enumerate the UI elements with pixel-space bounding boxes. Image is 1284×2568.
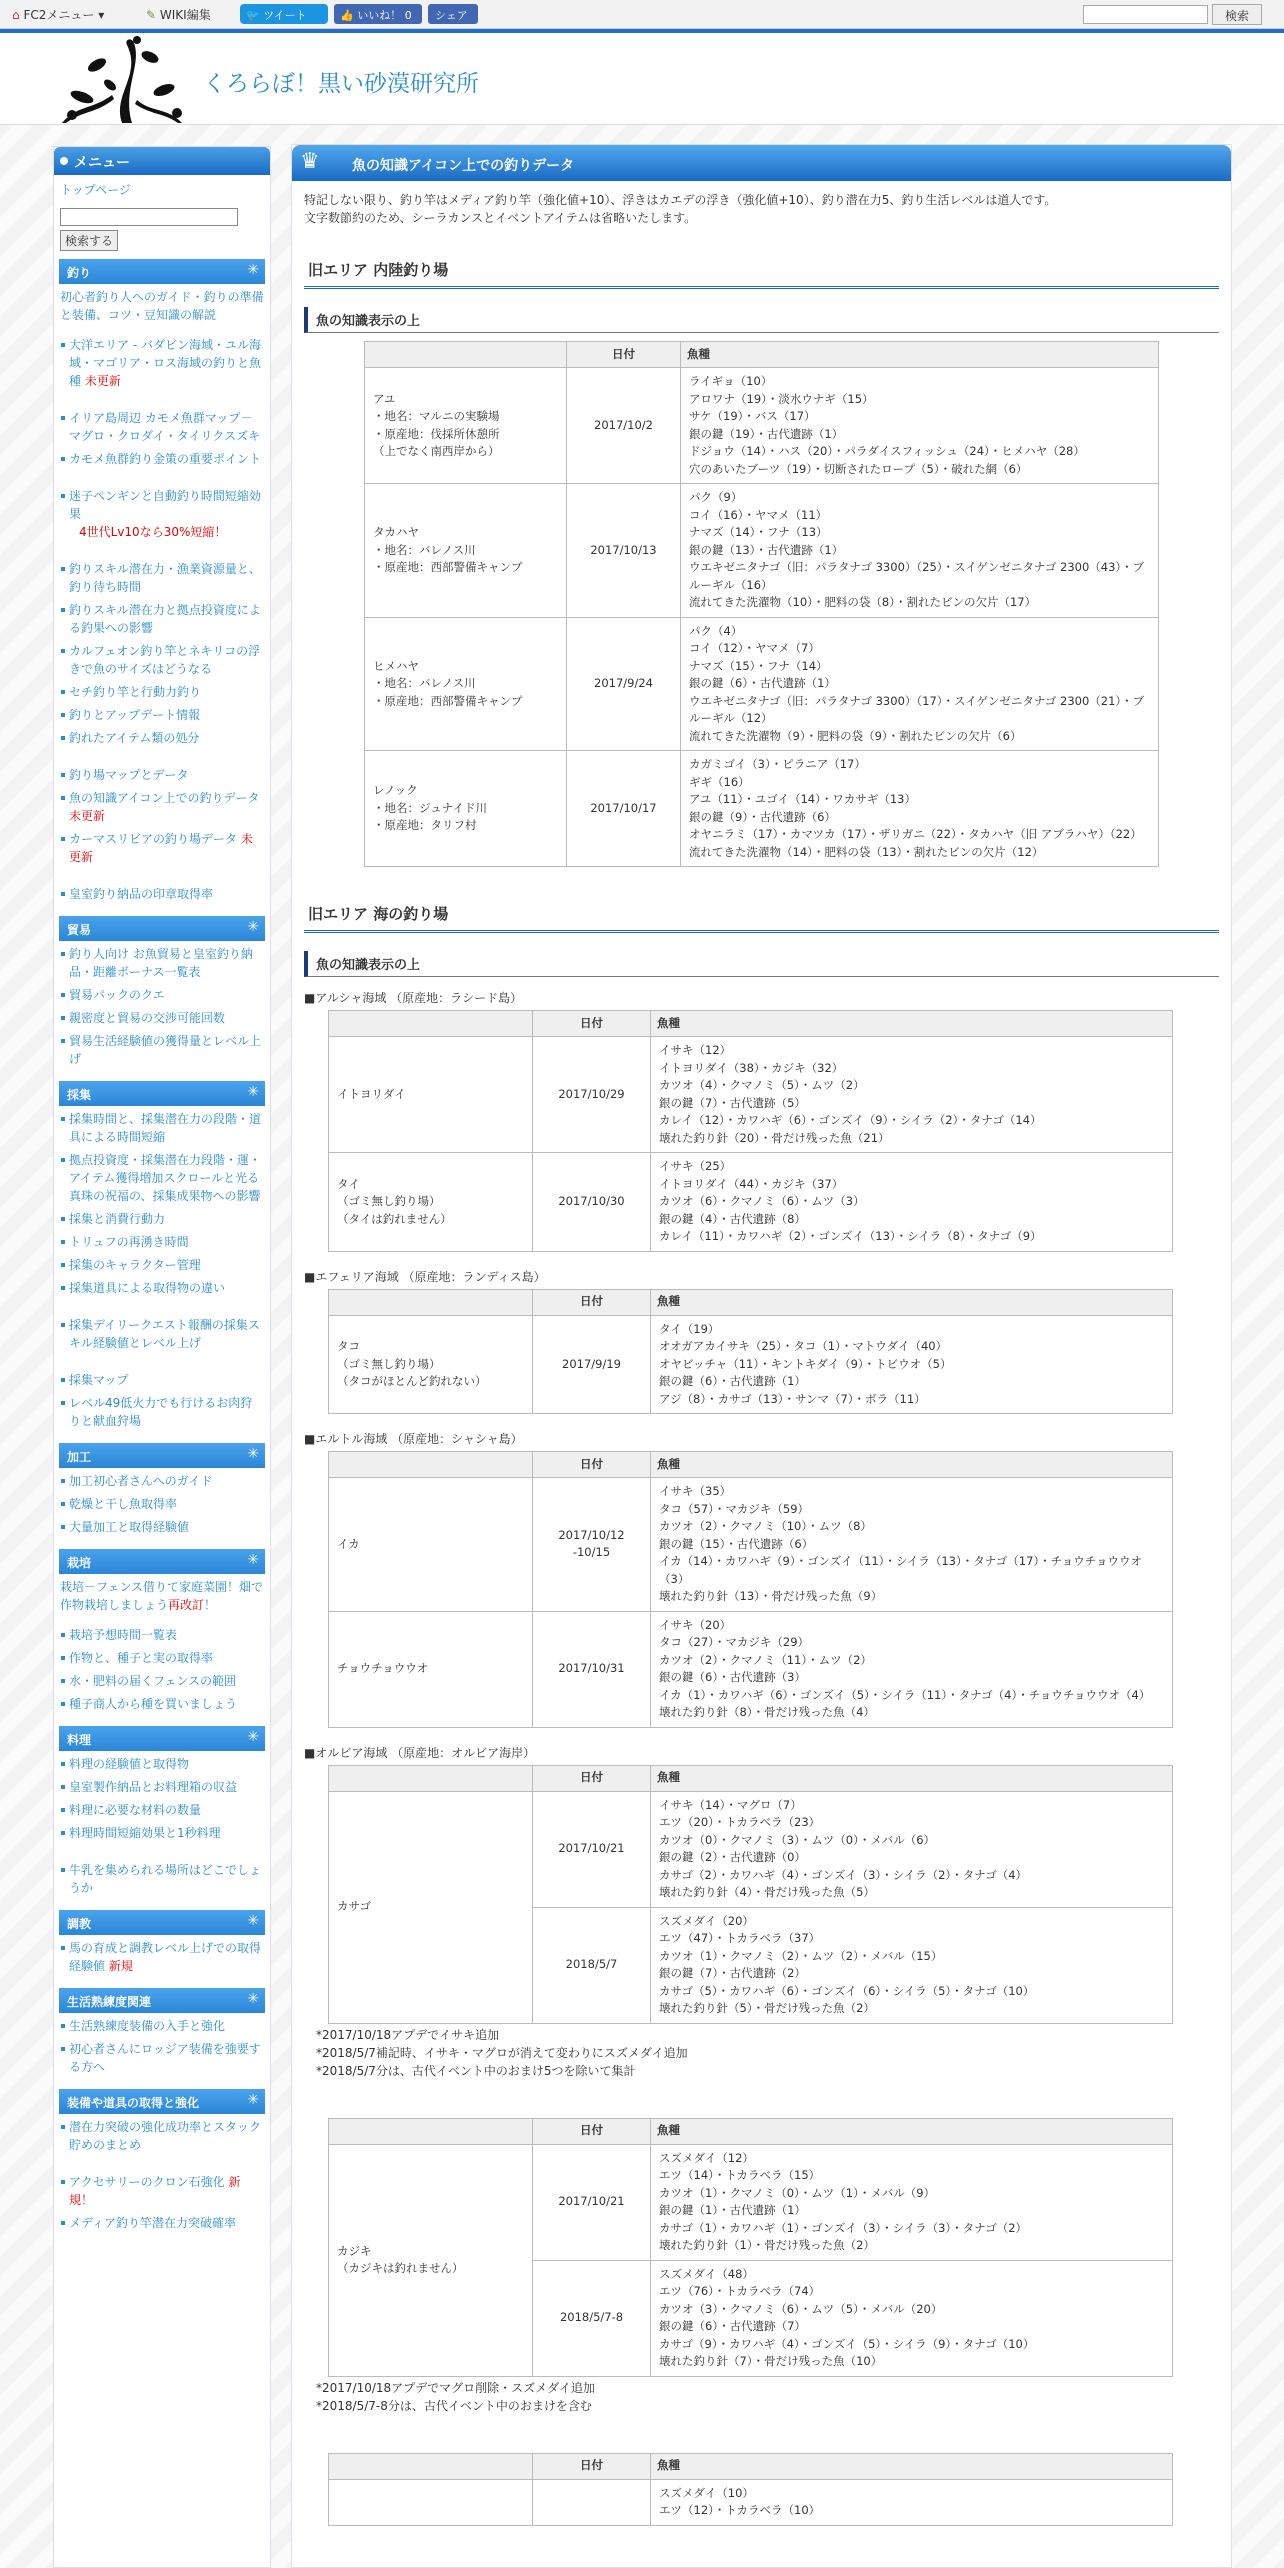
sidebar-link[interactable] xyxy=(69,1626,264,1644)
sidebar-link[interactable] xyxy=(69,1110,264,1146)
header-place xyxy=(329,2118,533,2144)
list-spacer xyxy=(69,752,264,766)
cell-date: 2017/9/19 xyxy=(533,1315,651,1414)
sidebar xyxy=(53,146,271,2568)
table-row xyxy=(365,484,1159,618)
sidebar-link-label[interactable]: アクセサリーのクロン石強化 xyxy=(69,2175,225,2189)
sidebar-link-list xyxy=(54,1468,270,1549)
table-row xyxy=(329,1315,1173,1414)
header-fish: 魚種 xyxy=(681,342,1159,368)
header-fish: 魚種 xyxy=(651,1289,1173,1315)
sidebar-link-label[interactable]: 生活熟練度装備の入手と強化 xyxy=(69,2019,226,2033)
sidebar-link-list xyxy=(54,1106,270,1443)
sidebar-link-label[interactable]: 潜在力突破の強化成功率とスタック貯めのまとめ xyxy=(69,2120,262,2152)
floral-logo-icon xyxy=(52,35,192,123)
subsection-title: 魚の知識表示の上 xyxy=(304,307,1219,333)
new-badge: 未更新 xyxy=(69,832,253,864)
cell-date: 2018/5/7 xyxy=(533,1907,651,2023)
header-place xyxy=(365,342,567,368)
cell-date: 2017/10/31 xyxy=(533,1611,651,1727)
cell-fish: スズメダイ（10） エツ（12）・トカラベラ（10） xyxy=(651,2479,1173,2525)
sidebar-link-label[interactable]: 釣れたアイテム類の処分 xyxy=(69,731,200,745)
sea-tables-wrap xyxy=(292,985,1231,2538)
sea-area-label: ■エフェリア海域 （原産地：ランディス島） xyxy=(304,1269,546,1284)
wiki-icon: ✎ xyxy=(146,8,157,22)
intro-line: 特記しない限り、釣り竿はメディア釣り竿（強化値+10）、浮きはカエデの浮き（強化値+10）、釣り潜在力5、釣り生活レベルは道人です。 xyxy=(304,193,1057,207)
cell-date: 2017/10/29 xyxy=(533,1037,651,1153)
sidebar-link[interactable] xyxy=(69,986,264,1004)
table-row xyxy=(365,751,1159,867)
sea-spacer xyxy=(292,2080,1231,2118)
cell-date: 2017/10/21 xyxy=(533,2144,651,2260)
sidebar-section-heading: 調教 ✳ xyxy=(59,1910,265,1935)
article-title: 魚の知識アイコン上での釣りデータ xyxy=(352,158,575,174)
sidebar-link[interactable] xyxy=(69,2173,264,2209)
header-date: 日付 xyxy=(533,2118,651,2144)
list-spacer xyxy=(69,1357,264,1371)
like-button[interactable]: 👍 いいね！ 0 xyxy=(334,4,422,24)
sidebar-link-label[interactable]: トリュフの再湧き時間 xyxy=(69,1235,189,1249)
sidebar-link[interactable] xyxy=(69,642,264,678)
sidebar-link-label[interactable]: セチ釣り竿と行動力釣り xyxy=(69,685,202,699)
sidebar-link-label[interactable]: 釣りスキル潜在力・漁業資源量と、釣り待ち時間 xyxy=(69,562,261,594)
sidebar-link[interactable] xyxy=(69,1939,264,1975)
table-header-row xyxy=(329,2453,1173,2479)
sidebar-section-heading: 貿易 ✳ xyxy=(59,916,265,941)
fc2-topbar xyxy=(0,0,1284,29)
sidebar-link[interactable] xyxy=(69,729,264,747)
cell-date: 2017/10/30 xyxy=(533,1153,651,1252)
cell-fish: パク（9） コイ（16）・ヤマメ（11） ナマズ（14）・フナ（13） 銀の鍵（13）・古代遺跡（1） ウエキゼニタナゴ（旧：パラタナゴ 3300）（25）・スイゲンゼニタナゴ 2300（43）・ブルーギル（16） 流れてきた洗濯物（10）・肥料の袋（8）・割れたビンの欠片（17） xyxy=(681,484,1159,618)
tweet-button[interactable]: 🐦 ツイート xyxy=(240,4,328,24)
header-fish: 魚種 xyxy=(651,1452,1173,1478)
sea-gap xyxy=(292,2526,1231,2538)
new-badge: 未更新 xyxy=(84,374,121,388)
sidebar-link[interactable] xyxy=(69,1371,264,1389)
cell-fish: イサキ（25） イトヨリダイ（44）・カジキ（37） カツオ（6）・クマノミ（6）・ムツ（3） 銀の鍵（4）・古代遺跡（8） カレイ（11）・カワハギ（2）・ゴンズイ（13）・シイラ（8）・タナゴ（9） xyxy=(651,1153,1173,1252)
table-row xyxy=(329,1611,1173,1727)
cell-place: イトヨリダイ xyxy=(329,1037,533,1153)
sidebar-link-label[interactable]: 採集道具による取得物の違い xyxy=(69,1281,226,1295)
inland-table-wrap xyxy=(292,341,1231,867)
sidebar-link-label[interactable]: 水・肥料の届くフェンスの範囲 xyxy=(69,1674,237,1688)
wiki-edit-link[interactable]: ✎ WIKI編集 xyxy=(146,8,211,22)
new-badge: 新規 xyxy=(108,1959,133,1973)
menu-heading: メニュー xyxy=(54,147,270,175)
sidebar-link-label[interactable]: 親密度と貿易の交渉可能回数 xyxy=(69,1011,226,1025)
fishing-table xyxy=(328,2453,1173,2526)
sidebar-link-list xyxy=(54,2013,270,2089)
list-spacer xyxy=(69,473,264,487)
sidebar-search xyxy=(54,175,270,259)
table-row xyxy=(329,2144,1173,2260)
sidebar-link-label[interactable]: 料理の経験値と取得物 xyxy=(69,1757,190,1771)
fishing-table xyxy=(328,1451,1173,1728)
new-badge: 未更新 xyxy=(69,809,106,823)
sidebar-link[interactable] xyxy=(69,1755,264,1773)
sidebar-link[interactable] xyxy=(69,830,264,866)
header-date: 日付 xyxy=(567,342,681,368)
cell-place: レノック ・地名：ジュナイド川 ・原産地：タリフ村 xyxy=(365,751,567,867)
table-header-row xyxy=(329,1289,1173,1315)
sidebar-link-label[interactable]: 料理に必要な材料の数量 xyxy=(69,1803,202,1817)
sidebar-link[interactable] xyxy=(69,336,264,390)
cell-fish: スズメダイ（12） エツ（14）・トカラベラ（15） カツオ（1）・クマノミ（0）・ムツ（1）・メバル（9） 銀の鍵（1）・古代遺跡（1） カサゴ（1）・カワハギ（1）・ゴンズイ（3）・シイラ（3）・タナゴ（2） 壊れた釣り針（1）・骨だけ残った魚（2） xyxy=(651,2144,1173,2260)
sea-area-label: ■アルシャ海域 （原産地：ラシード島） xyxy=(304,991,523,1005)
cell-fish: スズメダイ（48） エツ（76）・トカラベラ（74） カツオ（3）・クマノミ（6）・ムツ（5）・メバル（20） 銀の鍵（6）・古代遺跡（7） カサゴ（9）・カワハギ（4）・ゴンズイ（5）・シイラ（9）・タナゴ（10） 壊れた釣り針（7）・骨だけ残った魚（10） xyxy=(651,2260,1173,2376)
sidebar-link-list xyxy=(54,1935,270,1988)
sidebar-link-list xyxy=(54,941,270,1081)
cell-fish: ライギョ（10） アロワナ（19）・淡水ウナギ（15） サケ（19）・バス（17） 銀の鍵（19）・古代遺跡（1） ドジョウ（14）・ハス（20）・パラダイスフィッシュ（24）・ヒメハヤ（28） 穴のあいたブーツ（19）・切断されたロープ（5）・破れた網（6） xyxy=(681,368,1159,484)
sidebar-link-label[interactable]: 釣り人向け お魚貿易と皇室釣り納品・距離ボーナス一覧表 xyxy=(69,947,253,979)
fc2-menu[interactable]: ⌂ FC2メニュー ▾ xyxy=(12,8,105,22)
list-spacer xyxy=(69,871,264,885)
sidebar-link-list xyxy=(54,1751,270,1910)
cell-date: 2017/9/24 xyxy=(567,617,681,751)
intro-text[interactable]: 栽培－フェンス借りて家庭菜園！畑で作物栽培しましょう xyxy=(60,1580,264,1612)
sidebar-sections xyxy=(54,259,270,2245)
cell-fish: イサキ（35） タコ（57）・マカジキ（59） カツオ（2）・クマノミ（10）・ムツ（8） 銀の鍵（15）・古代遺跡（6） イカ（14）・カワハギ（9）・ゴンズイ（11）・シイラ（13）・タナゴ（17）・チョウチョウウオ（3） 壊れた釣り針（13）・骨だけ残った魚（9） xyxy=(651,1478,1173,1612)
table-header-row xyxy=(329,1011,1173,1037)
sidebar-link[interactable] xyxy=(69,1672,264,1690)
sidebar-link[interactable] xyxy=(69,2040,264,2076)
sidebar-link[interactable] xyxy=(69,766,264,784)
share-button[interactable]: シェア xyxy=(428,4,478,24)
sidebar-link[interactable] xyxy=(69,1233,264,1251)
sidebar-link[interactable] xyxy=(69,1151,264,1205)
sidebar-link[interactable] xyxy=(69,885,264,903)
cell-date: 2017/10/2 xyxy=(567,368,681,484)
sidebar-link-label[interactable]: イリア島周辺 カモメ魚群マップ－マグロ・クロダイ・タイリクスズキ xyxy=(69,411,261,443)
table-row xyxy=(365,617,1159,751)
sidebar-link-label[interactable]: 釣りスキル潜在力と拠点投資度による釣果への影響 xyxy=(69,603,261,635)
fc2-logo-icon: ⌂ xyxy=(12,8,20,22)
list-spacer xyxy=(69,1847,264,1861)
sidebar-link-label[interactable]: 乾燥と干し魚取得率 xyxy=(69,1497,178,1511)
sidebar-section-heading: 料理 ✳ xyxy=(59,1726,265,1751)
cell-fish: カガミゴイ（3）・ピラニア（17） ギギ（16） アユ（11）・ユゴイ（14）・ワカサギ（13） 銀の鍵（9）・古代遺跡（6） オヤニラミ（17）・カマツカ（17）・ザリガニ（22）・タカハヤ（旧 アブラハヤ）（22） 流れてきた洗濯物（14）・肥料の袋（13）・割れたビンの欠片（12） xyxy=(681,751,1159,867)
sidebar-link-label[interactable]: 釣り場マップとデータ xyxy=(69,768,189,782)
header-date: 日付 xyxy=(533,1289,651,1315)
cell-fish: イサキ（20） タコ（27）・マカジキ（29） カツオ（2）・クマノミ（11）・ムツ（2） 銀の鍵（6）・古代遺跡（3） イカ（1）・カワハギ（6）・ゴンズイ（5）・シイラ（11）・タナゴ（4）・チョウチョウウオ（4） 壊れた釣り針（8）・骨だけ残った魚（4） xyxy=(651,1611,1173,1727)
sidebar-link-label[interactable]: 魚の知識アイコン上での釣りデータ xyxy=(69,791,260,805)
sidebar-link-label[interactable]: 料理時間短縮効果と1秒料理 xyxy=(69,1826,221,1840)
table-row xyxy=(329,1037,1173,1153)
top-page-link[interactable]: トップページ xyxy=(60,183,131,197)
sidebar-link[interactable] xyxy=(69,1279,264,1297)
header-place xyxy=(329,2453,533,2479)
thumbs-up-icon: 👍 xyxy=(340,9,354,22)
table-notes: *2017/10/18アプデでマグロ削除・スズメダイ追加 *2018/5/7-8分は、古代イベント中のおまけを含む xyxy=(316,2380,595,2413)
sidebar-link-label[interactable]: カルフェオン釣り竿とネキリコの浮きで魚のサイズはどうなる xyxy=(69,644,261,676)
sidebar-link-label[interactable]: 栽培予想時間一覧表 xyxy=(69,1628,178,1642)
sidebar-link-label[interactable]: 初心者さんにロッジア装備を強要する方へ xyxy=(69,2042,261,2074)
sidebar-section-heading: 採集 ✳ xyxy=(59,1081,265,1106)
sidebar-link[interactable] xyxy=(69,1649,264,1667)
sidebar-link-label[interactable]: 採集と消費行動力 xyxy=(69,1212,166,1226)
sidebar-link[interactable] xyxy=(69,1032,264,1068)
table-row xyxy=(329,1478,1173,1612)
sidebar-search-input[interactable] xyxy=(60,208,238,226)
sidebar-link-label[interactable]: 大量加工と取得経験値 xyxy=(69,1520,190,1534)
header-place xyxy=(329,1011,533,1037)
sea-spacer xyxy=(292,2415,1231,2453)
site-header xyxy=(0,33,1284,125)
header-date: 日付 xyxy=(533,2453,651,2479)
sidebar-link-label[interactable]: レベル49低火力でも行けるお肉狩りと献血狩場 xyxy=(69,1396,253,1428)
sidebar-link[interactable] xyxy=(69,409,264,445)
article-intro xyxy=(292,181,1231,237)
sea-area-label: ■オルビア海域 （原産地：オルビア海岸） xyxy=(304,1745,536,1760)
fishing-table xyxy=(328,1010,1173,1252)
sidebar-link[interactable] xyxy=(69,1495,264,1513)
cell-fish: パク（4） コイ（12）・ヤマメ（7） ナマズ（15）・フナ（14） 銀の鍵（6）・古代遺跡（1） ウエキゼニタナゴ（旧：パラタナゴ 3300）（17）・スイゲンゼニタナゴ 2300（21）・ブルーギル（12） 流れてきた洗濯物（9）・肥料の袋（9）・割れたビンの欠片（6） xyxy=(681,617,1159,751)
new-badge: 再改訂 xyxy=(168,1598,205,1612)
intro-tail: ！ xyxy=(204,1598,217,1612)
fishing-table xyxy=(328,1289,1173,1415)
sidebar-link-list xyxy=(54,332,270,916)
cell-place: タカハヤ ・地名：バレノス川 ・原産地：西部警備キャンプ xyxy=(365,484,567,618)
fishing-table xyxy=(328,1765,1173,2024)
cell-place: ヒメハヤ ・地名：バレノス川 ・原産地：西部警備キャンプ xyxy=(365,617,567,751)
top-search-button[interactable]: 検索 xyxy=(1212,4,1262,25)
top-search-input[interactable] xyxy=(1083,5,1208,24)
site-title[interactable]: くろらぼ！黒い砂漠研究所 xyxy=(203,71,479,97)
intro-line: 文字数節約のため、シーラカンスとイベントアイテムは省略いたします。 xyxy=(304,211,697,225)
cell-place: イカ xyxy=(329,1478,533,1612)
sidebar-section-heading: 装備や道具の取得と強化 ✳ xyxy=(59,2089,265,2114)
sidebar-link[interactable] xyxy=(69,1256,264,1274)
sidebar-link[interactable] xyxy=(69,1009,264,1027)
new-badge: 新規！ xyxy=(69,2175,241,2207)
sidebar-link[interactable] xyxy=(69,601,264,637)
sidebar-link[interactable] xyxy=(69,1394,264,1430)
table-row xyxy=(329,1153,1173,1252)
cell-place: タコ （ゴミ無し釣り場） （タコがほとんど釣れない） xyxy=(329,1315,533,1414)
sidebar-link[interactable] xyxy=(69,1210,264,1228)
sidebar-link-label[interactable]: 大洋エリア - バダビン海域・ユル海域・マゴリア・ロス海域の釣りと魚種 xyxy=(69,338,262,388)
header-date: 日付 xyxy=(533,1452,651,1478)
sea-area-label: ■エルトル海域 （原産地：シャシャ島） xyxy=(304,1432,523,1446)
sea-gap xyxy=(292,1728,1231,1740)
sidebar-link-label[interactable]: 採集のキャラクター管理 xyxy=(69,1258,201,1272)
sidebar-section-heading: 釣り ✳ xyxy=(59,259,265,284)
sidebar-link-label[interactable]: 皇室製作納品とお料理箱の収益 xyxy=(69,1780,238,1794)
cell-place: チョウチョウウオ xyxy=(329,1611,533,1727)
sidebar-link[interactable] xyxy=(69,1472,264,1490)
cell-fish: イサキ（14）・マグロ（7） エツ（20）・トカラベラ（23） カツオ（0）・クマノミ（3）・ムツ（0）・メバル（6） 銀の鍵（2）・古代遺跡（0） カサゴ（2）・カワハギ（4）・ゴンズイ（3）・シイラ（2）・タナゴ（4） 壊れた釣り針（4）・骨だけ残った魚（5） xyxy=(651,1791,1173,1907)
sidebar-link-label[interactable]: 採集時間と、採集潜在力の段階・道具による時間短縮 xyxy=(69,1112,262,1144)
cell-date: 2017/10/21 xyxy=(533,1791,651,1907)
sidebar-section-intro[interactable] xyxy=(54,1574,270,1622)
cell-place: アユ ・地名：マルニの実験場 ・原産地：伐採所休憩所 （上でなく南西岸から） xyxy=(365,368,567,484)
sidebar-link-label[interactable]: 種子商人から種を買いましょう xyxy=(69,1697,238,1711)
header-fish: 魚種 xyxy=(651,2453,1173,2479)
sidebar-link[interactable] xyxy=(69,1695,264,1713)
sidebar-link-list xyxy=(54,2114,270,2245)
table-header-row xyxy=(329,1765,1173,1791)
sidebar-link[interactable] xyxy=(69,2214,264,2232)
header-place xyxy=(329,1289,533,1315)
sidebar-link-label[interactable]: カモメ魚群釣り金策の重要ポイント xyxy=(69,452,262,466)
sidebar-link[interactable] xyxy=(69,1518,264,1536)
header-fish: 魚種 xyxy=(651,1011,1173,1037)
sidebar-section-intro[interactable] xyxy=(54,284,270,332)
sidebar-link-label[interactable]: メディア釣り竿潜在力突破確率 xyxy=(69,2216,237,2230)
list-spacer xyxy=(69,2159,264,2173)
sidebar-link[interactable] xyxy=(69,560,264,596)
twitter-bird-icon: 🐦 xyxy=(246,9,260,22)
main-content xyxy=(291,144,1232,2568)
cell-place: タイ （ゴミ無し釣り場） （タイは釣れません） xyxy=(329,1153,533,1252)
sidebar-link-label[interactable]: 牛乳を集められる場所はどこでしょうか xyxy=(69,1863,262,1895)
sidebar-link-label[interactable]: 釣りとアップデート情報 xyxy=(69,708,201,722)
cell-date xyxy=(533,2479,651,2525)
table-header-row xyxy=(329,2118,1173,2144)
sidebar-link-label[interactable]: 作物と、種子と実の取得率 xyxy=(69,1651,214,1665)
sidebar-link-label[interactable]: 採集デイリークエスト報酬の採集スキル経験値とレベル上げ xyxy=(69,1318,260,1350)
header-fish: 魚種 xyxy=(651,2118,1173,2144)
sidebar-link-label[interactable]: 迷子ペンギンと自動釣り時間短縮効果 xyxy=(69,489,261,521)
header-date: 日付 xyxy=(533,1011,651,1037)
sidebar-link[interactable] xyxy=(69,450,264,468)
table-row xyxy=(365,368,1159,484)
sea-gap xyxy=(292,1414,1231,1426)
cell-fish: イサキ（12） イトヨリダイ（38）・カジキ（32） カツオ（4）・クマノミ（5）・ムツ（2） 銀の鍵（7）・古代遺跡（5） カレイ（12）・カワハギ（6）・ゴンズイ（9）・シイラ（2）・タナゴ（14） 壊れた釣り針（20）・骨だけ残った魚（21） xyxy=(651,1037,1173,1153)
sea-gap xyxy=(292,1252,1231,1264)
sidebar-link-label[interactable]: カーマスリビアの釣り場データ xyxy=(69,832,238,846)
sidebar-search-button[interactable]: 検索する xyxy=(60,230,118,251)
cell-place xyxy=(329,2479,533,2525)
table-header-row xyxy=(329,1452,1173,1478)
intro-text[interactable]: 初心者釣り人へのガイド・釣りの準備と装備、コツ・豆知識の解説 xyxy=(60,290,264,322)
sidebar-link-label[interactable]: 採集マップ xyxy=(69,1373,129,1387)
sidebar-link[interactable] xyxy=(69,945,264,981)
list-spacer xyxy=(69,546,264,560)
sidebar-link-label[interactable]: 拠点投資度・採集潜在力段階・運・アイテム獲得増加スクロールと光る真珠の祝福の、採集成果物への影響 xyxy=(69,1153,262,1203)
sidebar-link-list xyxy=(54,1622,270,1726)
sidebar-link[interactable] xyxy=(69,1861,264,1897)
table-notes: *2017/10/18アプデでイサキ追加 *2018/5/7補記時、イサキ・マグロが消えて変わりにスズメダイ追加 *2018/5/7分は、古代イベント中のおまけ5つを除いて集計 xyxy=(316,2027,688,2078)
sidebar-link[interactable] xyxy=(69,1824,264,1842)
list-spacer xyxy=(69,1302,264,1316)
sidebar-link[interactable] xyxy=(69,1801,264,1819)
sidebar-link[interactable] xyxy=(69,706,264,724)
table-row xyxy=(329,1791,1173,1907)
sidebar-link-note: 4世代Lv10なら30%短縮！ xyxy=(79,525,227,539)
cell-fish: タイ（19） オオガアカイサキ（25）・タコ（1）・マトウダイ（40） オヤビッチャ（11）・キントキダイ（9）・トビウオ（5） 銀の鍵（6）・古代遺跡（1） アジ（8）・カサゴ（13）・サンマ（7）・ボラ（11） xyxy=(651,1315,1173,1414)
sidebar-link[interactable] xyxy=(69,2118,264,2154)
sidebar-link[interactable] xyxy=(69,1316,264,1352)
sidebar-link[interactable] xyxy=(69,1778,264,1796)
sidebar-link-label[interactable]: 馬の育成と調教レベル上げでの取得経験値 xyxy=(69,1941,262,1973)
sidebar-section-heading: 生活熟練度関連 ✳ xyxy=(59,1988,265,2013)
sidebar-link-label[interactable]: 加工初心者さんへのガイド xyxy=(69,1474,213,1488)
cell-date: 2017/10/12 -10/15 xyxy=(533,1478,651,1612)
cell-fish: スズメダイ（20） エツ（47）・トカラベラ（37） カツオ（1）・クマノミ（2）・ムツ（2）・メバル（15） 銀の鍵（7）・古代遺跡（2） カサゴ（5）・カワハギ（6）・ゴンズイ（6）・シイラ（5）・タナゴ（10） 壊れた釣り針（5）・骨だけ残った魚（2） xyxy=(651,1907,1173,2023)
sidebar-link[interactable] xyxy=(69,487,264,541)
list-spacer xyxy=(69,395,264,409)
sidebar-section-heading: 栽培 ✳ xyxy=(59,1549,265,1574)
header-place xyxy=(329,1452,533,1478)
sidebar-link-label[interactable]: 貿易パックのクエ xyxy=(69,988,165,1002)
subsection-title: 魚の知識表示の上 xyxy=(304,951,1219,977)
table-row xyxy=(329,2479,1173,2525)
cell-place: カジキ （カジキは釣れません） xyxy=(329,2144,533,2376)
header-place xyxy=(329,1765,533,1791)
sidebar-section-heading: 加工 ✳ xyxy=(59,1443,265,1468)
fishing-table xyxy=(364,341,1159,867)
header-date: 日付 xyxy=(533,1765,651,1791)
section-title: 旧エリア 海の釣り場 xyxy=(304,895,1219,933)
sidebar-link[interactable] xyxy=(69,2017,264,2035)
fishing-table xyxy=(328,2118,1173,2377)
cell-date: 2018/5/7-8 xyxy=(533,2260,651,2376)
cell-place: カサゴ xyxy=(329,1791,533,2023)
crown-icon: ♛ xyxy=(300,149,320,174)
header-fish: 魚種 xyxy=(651,1765,1173,1791)
sidebar-link-label[interactable]: 貿易生活経験値の獲得量とレベル上げ xyxy=(69,1034,262,1066)
sidebar-link-label[interactable]: 皇室釣り納品の印章取得率 xyxy=(69,887,214,901)
sidebar-link[interactable] xyxy=(69,683,264,701)
article-header xyxy=(292,145,1231,181)
cell-date: 2017/10/17 xyxy=(567,751,681,867)
sidebar-link[interactable] xyxy=(69,789,264,825)
cell-date: 2017/10/13 xyxy=(567,484,681,618)
section-title: 旧エリア 内陸釣り場 xyxy=(304,251,1219,289)
table-header-row xyxy=(365,342,1159,368)
